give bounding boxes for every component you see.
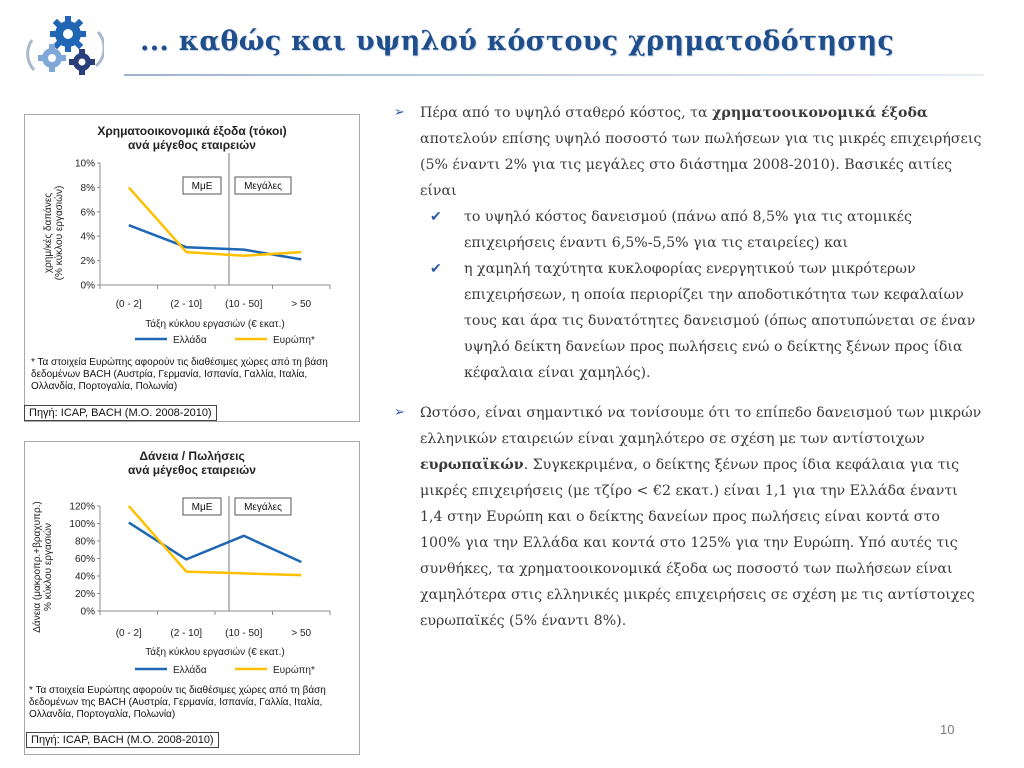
title-underline [124, 74, 984, 76]
x-tick-label: (10 - 50] [225, 299, 263, 310]
y-tick-label: 100% [69, 519, 95, 530]
legend-label: Ελλάδα [173, 665, 207, 676]
x-tick-label: > 50 [291, 299, 312, 310]
y-tick-label: 6% [80, 207, 95, 219]
y-axis-label: χρημ/κές δαπάνες (% κύκλου εργασιών) [43, 185, 65, 281]
bullet-financial-expenses: ➢ Πέρα από το υψηλό σταθερό κόστος, τα χρηματοοικονομικά έξοδα αποτελούν επίσης υψηλό ποσοστό των πωλήσεων για τις μικρές επιχειρήσεις (5% έναντι 2% για τις μεγάλες στο διάστημα 2008-2010). Βασικές αιτίες είναι ✔ το υψηλό κόστος δανεισμού (πάνω από 8,5% για τις ατομικές επιχειρήσεις έναντι 6,5%-5,5% για τις εταιρείες) και ✔ η χαμηλή ταχύτητα κυκλοφορίας ενεργητικού των μικρότερων επιχειρήσεων, η οποία περιορίζει την αποδοτικότητα των κεφαλαίων τους και άρα τις δυνατότητες δανεισμού (όπως αποτυπώνεται σε έναν υψηλό δείκτη δανείων προς πωλήσεις ενώ ο δείκτης ξένων προς ίδια κέφαλαια είναι χαμηλός). [394, 100, 984, 386]
gears-logo-icon [22, 10, 104, 82]
chart-plot [25, 115, 359, 360]
y-tick-label: 0% [80, 606, 95, 618]
checkmark-icon: ✔ [430, 261, 442, 277]
y-axis-label: Δάνεια (μακροπρ.+βραχυπρ.) % κύκλου εργασιών [32, 501, 54, 633]
x-tick-label: (0 - 2] [115, 628, 142, 639]
x-tick-label: (2 - 10] [170, 299, 203, 310]
region-label: Μεγάλες [244, 181, 282, 192]
x-tick-label: > 50 [291, 628, 312, 639]
chart-loans-to-sales [24, 441, 360, 755]
x-tick-label: (2 - 10] [170, 628, 203, 639]
x-axis-label: Τάξη κύκλου εργασιών (€ εκατ.) [145, 647, 285, 658]
y-tick-label: 80% [74, 536, 95, 548]
page-number: 10 [940, 722, 955, 737]
region-label: ΜμΕ [191, 181, 213, 192]
y-tick-label: 60% [74, 554, 95, 565]
series-line-europe [129, 187, 301, 255]
x-axis-label: Τάξη κύκλου εργασιών (€ εκατ.) [145, 319, 285, 330]
y-tick-label: 8% [80, 182, 95, 194]
series-line-greece [129, 523, 301, 562]
chart-title: Δάνεια / Πωλήσεις ανά μέγεθος εταιρειών [128, 449, 256, 477]
bullet-borrowing-level: ➢ Ωστόσο, είναι σημαντικό να τονίσουμε ότι το επίπεδο δανεισμού των μικρών ελληνικών εταιρειών είναι χαμηλότερο σε σχέση με των αντίστοιχων ευρωπαϊκών. Συγκεκριμένα, ο δείκτης ξένων προς ίδια κεφάλαια για τις μικρές επιχειρήσεις (με τζίρο < €2 εκατ.) είναι 1,1 για την Ελλάδα έναντι 1,4 στην Ευρώπη και ο δείκτης δανείων προς πωλήσεις είναι κοντά στο 100% για την Ελλάδα και κοντά στο 125% για την Ευρώπη. Υπό αυτές τις συνθήκες, τα χρηματοοικονομικά έξοδα ως ποσοστό των πωλήσεων είναι χαμηλότερα στις ελληνικές μικρές επιχειρήσεις σε σχέση με τις αντίστοιχες ευρωπαϊκές (5% έναντι 8%). [394, 400, 984, 634]
arrow-bullet-icon: ➢ [394, 405, 405, 420]
chart-title: Χρηματοοικονομικά έξοδα (τόκοι) ανά μέγεθος εταιρειών [97, 124, 287, 152]
y-tick-label: 20% [74, 589, 95, 600]
y-tick-label: 120% [69, 501, 95, 513]
legend-label: Ευρώπη* [273, 665, 315, 676]
arrow-bullet-icon: ➢ [394, 105, 405, 120]
page-title: ... καθώς και υψηλού κόστους χρηματοδότησης [140, 26, 895, 57]
x-tick-label: (0 - 2] [115, 299, 142, 310]
checkmark-icon: ✔ [430, 209, 442, 225]
y-tick-label: 40% [74, 571, 95, 583]
sub-bullet-borrowing-cost: ✔ το υψηλό κόστος δανεισμού (πάνω από 8,5% για τις ατομικές επιχειρήσεις έναντι 6,5%-5,5% για τις εταιρείες) και [430, 204, 984, 256]
x-tick-label: (10 - 50] [225, 628, 263, 639]
region-label: Μεγάλες [244, 502, 282, 513]
chart-financial-expenses [24, 114, 360, 422]
y-tick-label: 0% [80, 280, 95, 292]
sub-bullet-asset-turnover: ✔ η χαμηλή ταχύτητα κυκλοφορίας ενεργητικού των μικρότερων επιχειρήσεων, η οποία περιορίζει την αποδοτικότητα των κεφαλαίων τους και άρα τις δυνατότητες δανεισμού (όπως αποτυπώνεται σε έναν υψηλό δείκτη δανείων προς πωλήσεις ενώ ο δείκτης ξένων προς ίδια κέφαλαια είναι χαμηλός). [430, 256, 984, 386]
text-column [394, 100, 984, 648]
y-tick-label: 4% [80, 231, 95, 243]
legend-label: Ευρώπη* [273, 335, 315, 346]
y-tick-label: 10% [74, 158, 95, 170]
legend-label: Ελλάδα [173, 335, 207, 346]
chart-footnote: * Τα στοιχεία Ευρώπης αφορούν τις διαθέσιμες χώρες από τη βάση δεδομένων BACH (Αυστρία, Γερμανία, Ισπανία, Γαλλία, Ιταλία, Ολλανδία, Πορτογαλία, Πολωνία) [31, 357, 328, 392]
chart-footnote: * Τα στοιχεία Ευρώπης αφορούν τις διαθέσιμες χώρες από τη βάση δεδομένων της BACH (Αυστρία, Γερμανία, Ισπανία, Γαλλία, Ιταλία, Ολλανδία, Πορτογαλία, Πολωνία) [29, 685, 326, 720]
chart-source: Πηγή: ICAP, BACH (Μ.Ο. 2008-2010) [24, 405, 217, 421]
y-tick-label: 2% [80, 256, 95, 268]
chart-source: Πηγή: ICAP, BACH (Μ.Ο. 2008-2010) [26, 732, 219, 748]
chart-plot [25, 442, 359, 682]
region-label: ΜμΕ [191, 502, 213, 513]
